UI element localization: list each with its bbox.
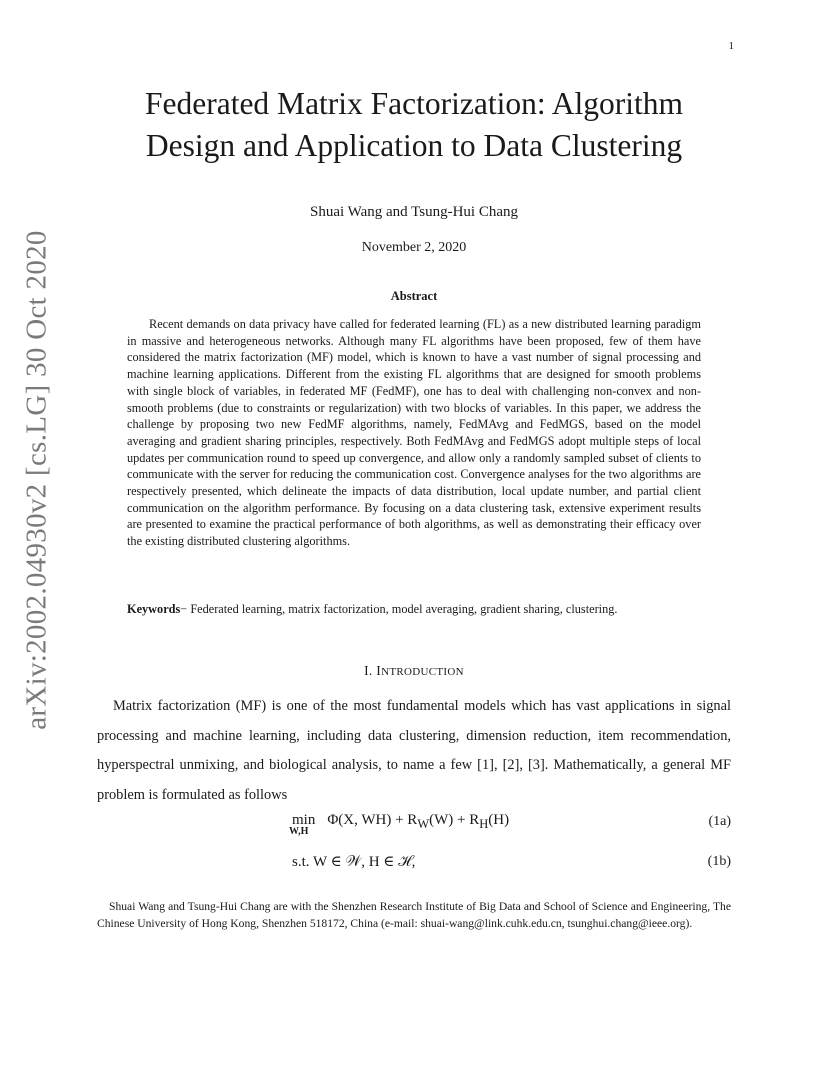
equation-1b [97,848,731,888]
section-title-initial: I [376,663,382,678]
min-subscript: W,H [289,826,309,837]
intro-paragraph: Matrix factorization (MF) is one of the most fundamental models which has vast applications in signal processing and machine learning, including data clustering, dimension reduction, item recommendation, hyperspectral unmixing, and biological analysis, to name a few [1], [2], [3]. Mathematically, a general MF problem is formulated as follows [97,698,731,803]
abstract-body: Recent demands on data privacy have called for federated learning (FL) as a new distributed learning paradigm in massive and heterogeneous networks. Although many FL algorithms have been proposed, few of them have considered the matrix factorization (MF) model, which is known to have a vast number of signal processing and machine learning applications. Different from the existing FL algorithms that are designed for smooth problems with single block of variables, in federated MF (FedMF), one has to deal with challenging non-convex and non-smooth problems (due to constraints or regularization) with two blocks of variables. In this paper, we address the challenge by proposing two new FedMF algorithms, namely, FedMAvg and FedMGS, based on the model averaging and gradient sharing principles, respectively. Both FedMAvg and FedMGS adopt multiple steps of local updates per communication round to speed up convergence, and allow only a randomly sampled subset of clients to communicate with the server for reducing the communication cost. Convergence analyses for the two algorithms are respectively presented, which delineate the impacts of data distribution, local update number, and partial client communication on the algorithm performance. By focusing on a data clustering task, extensive experiment results are presented to examine the practical performance of both algorithms, as well as demonstrating their efficacy over the existing distributed clustering algorithms. [127,317,701,549]
keywords [127,601,701,618]
section-number: I. [364,663,377,678]
section-heading [100,663,728,679]
equation-1a-middle: (W) + R [429,812,480,828]
min-operator [289,812,316,837]
rh-subscript: H [479,817,489,831]
equation-1b-body: s.t. W ∈ 𝒲, H ∈ ℋ, [292,854,416,870]
title-line-2: Design and Application to Data Clustering [145,128,683,163]
page-number: 1 [728,40,734,52]
paper-title [100,83,728,167]
abstract-heading: Abstract [390,289,438,303]
keywords-text: Federated learning, matrix factorization, model averaging, gradient sharing, clustering. [190,602,618,616]
arxiv-stamp: arXiv:2002.04930v2 [cs.LG] 30 Oct 2020 [20,230,53,730]
equation-1b-label: (1b) [707,854,731,869]
date: November 2, 2020 [361,240,467,255]
equation-1a [97,808,731,848]
footnote: Shuai Wang and Tsung-Hui Chang are with the Shenzhen Research Institute of Big Data and School of Science and Engineering, The Chinese University of Hong Kong, Shenzhen 518172, China (e-mail: shuai-wang@link.cuhk.edu.cn, tsunghui.chang@ieee.org). [97,900,731,930]
equation-1a-expression: Φ(X, WH) + R [327,812,418,828]
equation-1a-label: (1a) [708,814,731,829]
rw-subscript: W [417,817,430,831]
keywords-separator: − [180,602,191,616]
section-title-rest: NTRODUCTION [381,666,464,678]
authors: Shuai Wang and Tsung-Hui Chang [309,204,518,220]
equation-1a-end: (H) [488,812,510,828]
title-line-1: Federated Matrix Factorization: Algorithm [145,86,683,121]
keywords-label: Keywords [127,602,181,616]
equation-1a-body [289,812,510,837]
min-label: min [292,812,316,828]
